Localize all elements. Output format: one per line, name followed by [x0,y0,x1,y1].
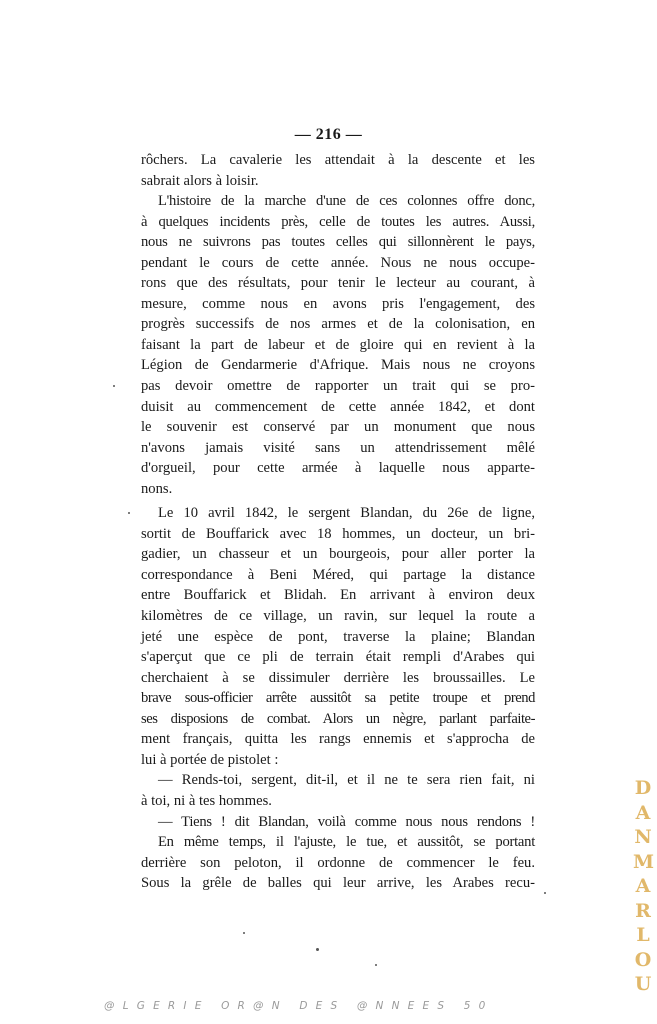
text-line: à quelques incidents près, celle de toutes les autres. Aussi, [141,213,535,230]
text-line: cherchaient à se dissimuler derrière les broussailles. Le [141,669,535,686]
watermark-letter: D [634,777,652,799]
text-line: ment français, quitta les rangs ennemis et s'approcha de [141,731,535,748]
text-line: En même temps, il l'ajuste, le tue, et aussitôt, se portant [158,834,535,851]
text-line: Le 10 avril 1842, le sergent Blandan, du 26e de ligne, [158,505,535,522]
watermark-letter: O [634,948,652,971]
page-number: — 216 — [294,126,363,143]
scan-speck [243,932,245,934]
text-line: progrès successifs de nos armes et de la colonisation, en [141,316,535,333]
watermark-letter: R [635,899,651,922]
body-text [141,150,535,894]
text-line: ses disposions de combat. Alors un nègre, parlant parfaite- [141,710,535,727]
text-line: pendant le cours de cette année. Nous ne nous occupe- [141,254,535,271]
text-line: brave sous-officier arrête aussitôt sa petite troupe et prend [141,690,535,707]
text-line: Légion de Gendarmerie d'Afrique. Mais nous ne croyons [141,357,535,374]
watermark-letter: A [635,801,651,824]
text-line: s'aperçut que ce pli de terrain était rempli d'Arabes qui [141,649,535,666]
text-line: Sous la grêle de balles qui leur arrive, les Arabes recu- [141,875,535,892]
text-line: gadier, un chasseur et un bourgeois, pour aller porter la [141,546,535,563]
text-line: L'histoire de la marche d'une de ces colonnes offre donc, [158,193,535,210]
text-line: correspondance à Beni Méred, qui partage la distance [141,566,535,583]
text-line: nous ne suivrons pas toutes celles qui sillonnèrent le pays, [141,234,535,251]
text-line: rons que des résultats, pour tenir le lecteur au courant, à [141,275,535,292]
watermark-letter: U [634,973,652,995]
scan-speck [128,512,130,514]
text-line: kilomètres de ce village, un ravin, sur lequel la route a [141,608,535,625]
text-line: nons. [141,480,173,497]
watermark-letter: L [636,924,650,946]
watermark-letter: A [635,875,651,897]
scan-speck [316,948,319,951]
text-line: à toi, ni à tes hommes. [141,792,272,809]
text-line: le souvenir est conservé par un monument que nous [141,419,535,436]
watermark-vertical [633,776,653,997]
text-line: faisant la part de labeur et de gloire qui en revient à la [141,336,535,353]
text-line: derrière son peloton, il ordonne de commencer le feu. [141,854,535,871]
scan-speck [113,385,115,387]
text-line: mesure, comme nous en avons pris l'engagement, des [141,295,535,312]
text-line: — Rends-toi, sergent, dit-il, et il ne te sera rien fait, ni [158,772,535,789]
text-line: n'avons jamais visité sans un attendrissement mêlé [141,439,535,456]
text-line: sabrait alors à loisir. [141,172,259,189]
text-line: rôchers. La cavalerie les attendait à la descente et les [141,152,535,168]
watermark-letter: M [633,850,655,873]
footer-watermark: @LGERIE OR@N DES @NNEES 50 [104,1000,494,1012]
text-line: duisit au commencement de cette année 1842, et dont [141,398,535,415]
scan-speck [375,964,377,966]
text-line: sortit de Bouffarick avec 18 hommes, un docteur, un bri- [141,525,535,542]
scan-speck [544,892,546,894]
watermark-letter: N [634,826,652,848]
text-line: — Tiens ! dit Blandan, voilà comme nous nous rendons ! [158,813,535,830]
text-line: lui à portée de pistolet : [141,751,279,768]
text-line: pas devoir omettre de rapporter un trait qui se pro- [141,378,535,395]
text-line: d'orgueil, pour cette armée à laquelle nous apparte- [141,460,535,477]
text-line: jeté une espèce de pont, traverse la plaine; Blandan [141,628,535,645]
text-line: entre Bouffarick et Blidah. En arrivant à environ deux [141,587,535,604]
